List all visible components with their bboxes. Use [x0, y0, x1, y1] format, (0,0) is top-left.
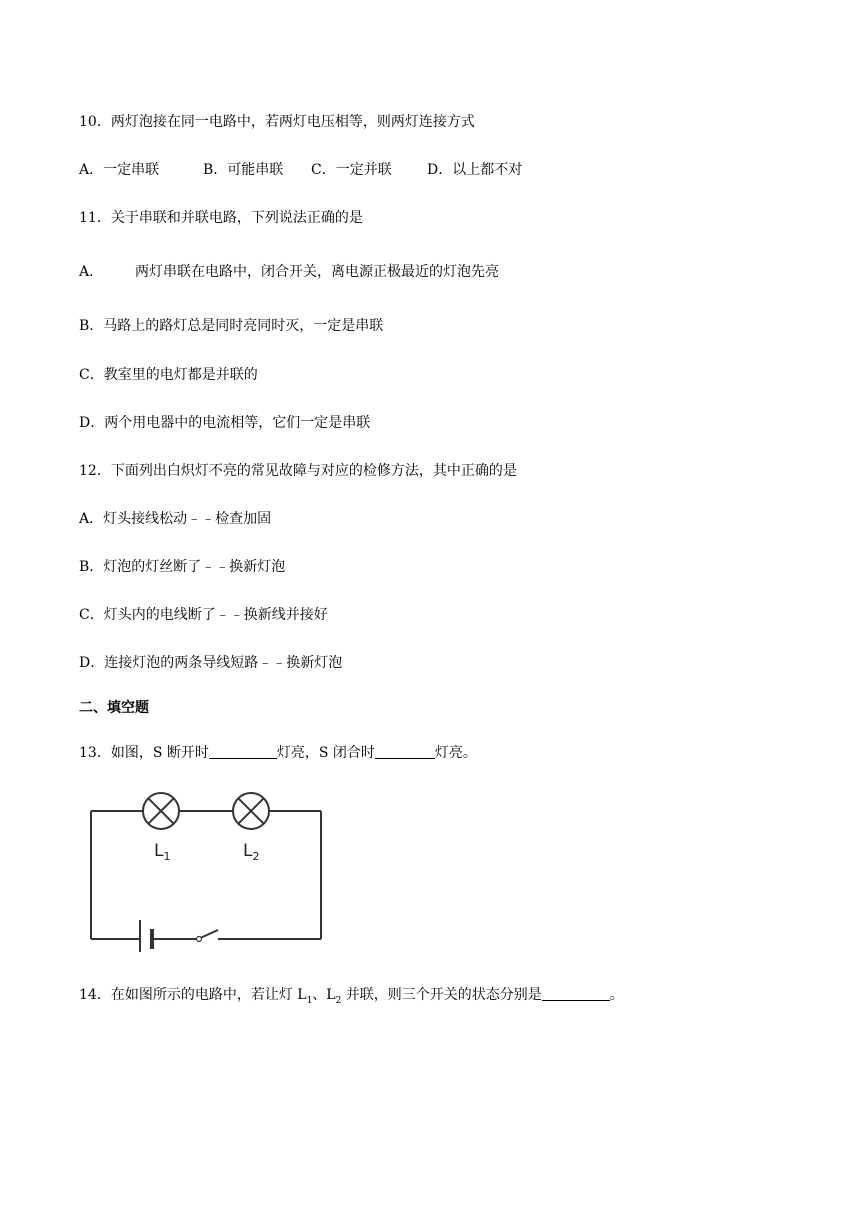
q13-text-2: 灯亮，S 闭合时 — [276, 745, 375, 761]
question-13-stem — [79, 744, 477, 762]
question-12-option-d: D．连接灯泡的两条导线短路﹣﹣换新灯泡 — [79, 655, 343, 671]
q14-text-3: 并联，则三个开关的状态分别是 — [341, 987, 542, 1003]
question-12-option-c: C．灯头内的电线断了﹣﹣换新线并接好 — [79, 607, 328, 623]
question-11-option-c: C．教室里的电灯都是并联的 — [79, 367, 258, 383]
answer-blank-3[interactable] — [542, 986, 610, 1001]
circuit-diagram — [88, 790, 328, 952]
q14-text-4: 。 — [609, 987, 624, 1003]
q14-text-2: 、L — [312, 987, 336, 1003]
question-14-stem — [79, 986, 624, 1010]
lamp-l2-icon — [233, 793, 269, 829]
section-heading-fill-in: 二、填空题 — [79, 700, 149, 716]
question-12-option-b: B．灯泡的灯丝断了﹣﹣换新灯泡 — [79, 559, 286, 575]
lamp-l1-icon — [143, 793, 179, 829]
question-10-stem: 10．两灯泡接在同一电路中，若两灯电压相等，则两灯连接方式 — [79, 114, 475, 130]
question-12-stem: 12．下面列出白炽灯不亮的常见故障与对应的检修方法，其中正确的是 — [79, 463, 517, 479]
switch-pivot — [197, 937, 202, 942]
q13-text-1: 13．如图，S 断开时 — [79, 745, 209, 761]
question-11-stem: 11．关于串联和并联电路，下列说法正确的是 — [79, 210, 363, 226]
q14-sub-2: 2 — [335, 995, 342, 1006]
answer-blank-1[interactable] — [209, 744, 277, 759]
question-11-option-b: B．马路上的路灯总是同时亮同时灭，一定是串联 — [79, 318, 384, 334]
question-11-option-d: D．两个用电器中的电流相等，它们一定是串联 — [79, 415, 371, 431]
option-b: B．可能串联 — [203, 162, 284, 178]
option-d: D．以上都不对 — [427, 162, 523, 178]
question-10-options — [79, 161, 522, 179]
option-c: C．一定并联 — [311, 162, 392, 178]
q13-text-3: 灯亮。 — [434, 745, 477, 761]
option-a: A．一定串联 — [79, 162, 160, 178]
question-11-option-a — [79, 263, 499, 281]
option-a-text: 两灯串联在电路中，闭合开关，离电源正极最近的灯泡先亮 — [135, 264, 499, 280]
question-12-option-a: A．灯头接线松动﹣﹣检查加固 — [79, 511, 272, 527]
q14-text-1: 14．在如图所示的电路中，若让灯 L — [79, 987, 307, 1003]
battery-icon — [140, 920, 152, 952]
answer-blank-2[interactable] — [375, 744, 435, 759]
option-a-label: A． — [79, 264, 104, 280]
q14-sub-1: 1 — [306, 995, 313, 1006]
lamp-l1-label: $L_1$ — [154, 841, 171, 863]
lamp-l2-label: $L_2$ — [243, 841, 260, 863]
